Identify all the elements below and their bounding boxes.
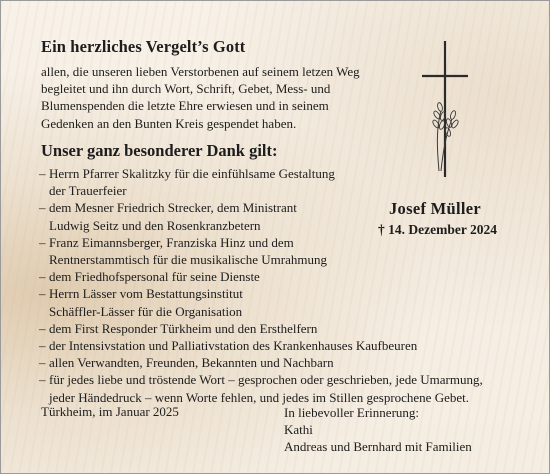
signature-block [284, 404, 472, 455]
dash-bullet: – [39, 234, 46, 250]
list-item-text: dem Mesner Friedrich Strecker, dem Ministrant [49, 200, 297, 216]
list-item-text: Schäffler-Lässer für die Organisation [49, 303, 243, 319]
list-item-text: dem First Responder Türkheim und den Ersthelfern [49, 320, 318, 336]
thanks-heading: Ein herzliches Vergelt’s Gott [41, 37, 246, 56]
signature-line: Kathi [284, 422, 313, 437]
list-item [39, 320, 519, 337]
deceased-name: Josef Müller [389, 199, 482, 218]
list-item [39, 354, 519, 371]
dash-bullet: – [39, 269, 46, 285]
place-date: Türkheim, im Januar 2025 [41, 404, 179, 419]
list-item [39, 268, 519, 285]
signature-line: Andreas und Bernhard mit Familien [284, 439, 472, 454]
dash-bullet: – [39, 166, 46, 181]
list-item [39, 371, 519, 405]
list-item-text: der Trauerfeier [49, 183, 127, 199]
dash-bullet: – [39, 320, 46, 336]
list-item-text: Ludwig Seitz und den Rosenkranzbetern [49, 217, 261, 233]
dash-bullet: – [39, 286, 46, 302]
list-item [39, 285, 519, 319]
list-item-text: jeder Händedruck – wenn Worte fehlen, und jedes im Stillen gesprochene Gebet. [49, 389, 469, 405]
list-item [39, 234, 519, 268]
intro-line: Blumenspenden die letzte Ehre erwiesen und in seinem [41, 98, 329, 114]
death-date: † 14. Dezember 2024 [378, 222, 497, 237]
dash-bullet: – [39, 355, 46, 371]
signature-line: In liebevoller Erinnerung: [284, 405, 420, 420]
dash-bullet: – [39, 372, 46, 388]
list-item-text: Herrn Pfarrer Skalitzky für die einfühlsame Gestaltung [49, 166, 335, 181]
list-item [39, 337, 519, 354]
special-thanks-heading: Unser ganz besonderer Dank gilt: [41, 141, 278, 160]
intro-line: allen, die unseren lieben Verstorbenen auf seinem letzen Weg [41, 64, 360, 79]
intro-line: begleitet und ihn durch Wort, Schrift, Gebet, Mess- und [41, 81, 331, 97]
list-item-text: Herrn Lässer vom Bestattungsinstitut [49, 286, 243, 302]
list-item-text: allen Verwandten, Freunden, Bekannten und Nachbarn [49, 355, 334, 371]
list-item-text: Franz Eimannsberger, Franziska Hinz und dem [49, 234, 294, 250]
cross-with-wheat-icon [419, 39, 471, 179]
dash-bullet: – [39, 200, 46, 216]
intro-text [41, 63, 401, 132]
list-item-text: Rentnerstammtisch für die musikalische Umrahmung [49, 252, 327, 268]
list-item-text: der Intensivstation und Palliativstation des Krankenhauses Kaufbeuren [49, 338, 418, 354]
list-item-text: für jedes liebe und tröstende Wort – gesprochen oder geschrieben, jede Umarmung, [49, 372, 483, 388]
intro-line: Gedenken an den Bunten Kreis gespendet haben. [41, 115, 297, 131]
dash-bullet: – [39, 338, 46, 354]
list-item-text: dem Friedhofspersonal für seine Dienste [49, 269, 260, 285]
